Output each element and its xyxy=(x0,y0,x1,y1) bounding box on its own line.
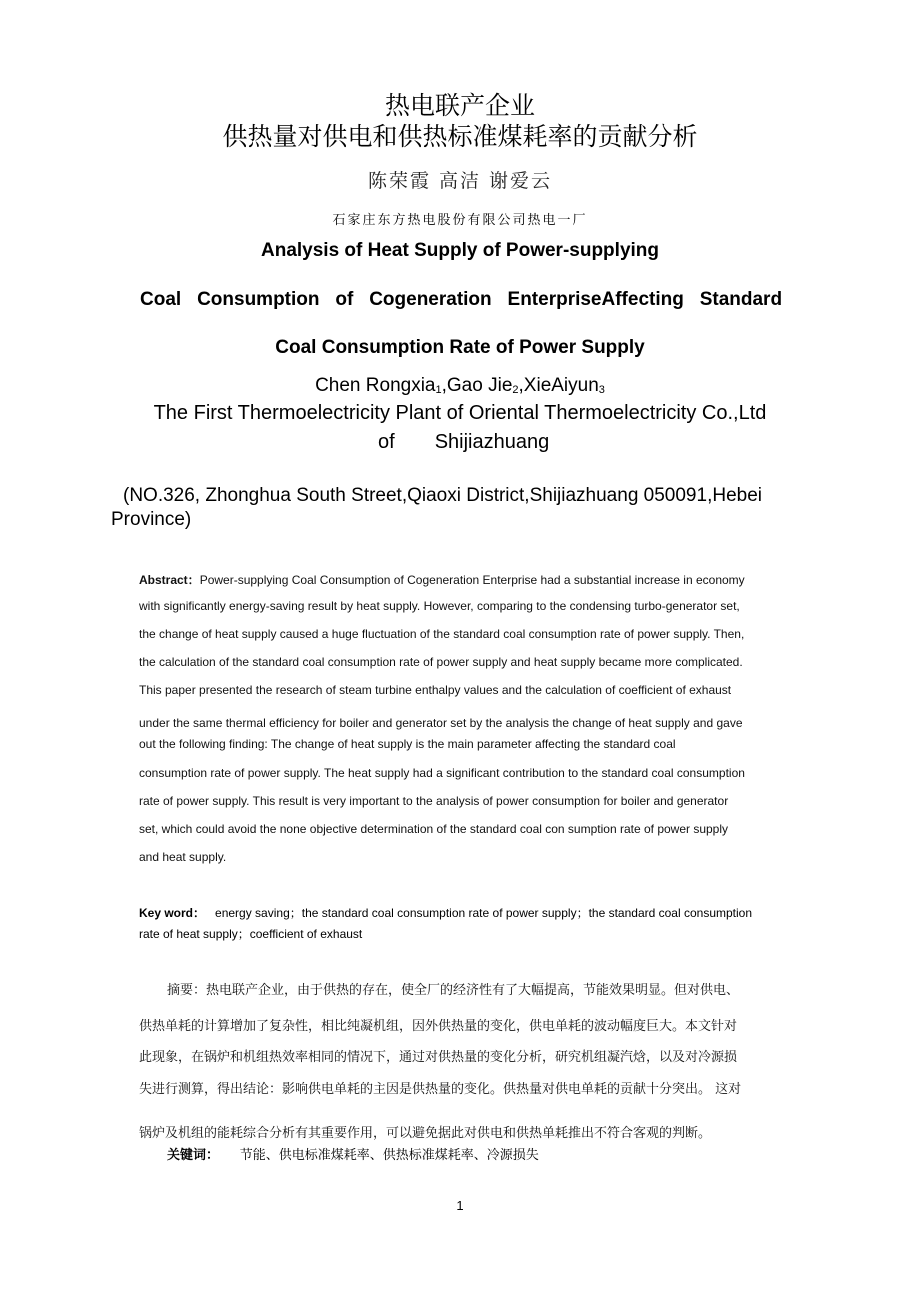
org-en-of: of xyxy=(378,431,395,453)
title-en-line2 xyxy=(140,289,782,311)
abstract-cn-line: 供热单耗的计算增加了复杂性，相比纯凝机组，因外供热量的变化，供电单耗的波动幅度巨大。本文针对 xyxy=(139,1019,738,1034)
author-1: Chen Rongxia xyxy=(315,375,436,396)
author-2: ,Gao Jie xyxy=(441,375,513,396)
abstract-cn-line: 锅炉及机组的能耗综合分析有其重要作用，可以避免据此对供电和供热单耗推出不符合客观的判断。 xyxy=(139,1126,712,1141)
abstract-en-line: rate of power supply. This result is very important to the analysis of power consumption for boiler and generator xyxy=(139,794,729,808)
author-3-affil: 3 xyxy=(598,384,605,396)
abstract-cn-line: 失进行测算，得出结论：影响供电单耗的主因是供热量的变化。供热量对供电单耗的贡献十分突出。 这对 xyxy=(139,1082,742,1097)
abstract-cn-line: 摘要：热电联产企业，由于供热的存在，使全厂的经济性有了大幅提高，节能效果明显。但对供电、 xyxy=(167,983,740,998)
address-line1: (NO.326, Zhonghua South Street,Qiaoxi District,Shijiazhuang 050091,Hebei xyxy=(123,485,762,506)
author-3: ,XieAiyun xyxy=(518,375,599,396)
abstract-en-line: This paper presented the research of steam turbine enthalpy values and the calculation of coefficient of exhaust xyxy=(139,683,732,697)
organization-en-line2 xyxy=(378,431,549,454)
abstract-cn-line: 此现象，在锅炉和机组热效率相同的情况下，通过对供热量的变化分析，研究机组凝汽焓，以及对冷源损 xyxy=(139,1050,738,1065)
title-en-word: of xyxy=(335,289,354,310)
page-number: 1 xyxy=(456,1198,464,1213)
abstract-en-line: under the same thermal efficiency for boiler and generator set by the analysis the change of heat supply and gave xyxy=(139,716,743,730)
title-en-word: EnterpriseAffecting xyxy=(507,289,684,310)
abstract-en-line: and heat supply. xyxy=(139,850,227,864)
keywords-cn xyxy=(167,1144,539,1163)
abstract-en-line: Abstract：Power-supplying Coal Consumption of Cogeneration Enterprise had a substantial increase in economy xyxy=(139,573,745,587)
title-cn-line1: 热电联产企业 xyxy=(384,91,535,120)
abstract-en-line: set, which could avoid the none objective determination of the standard coal con sumption rate of power supply xyxy=(139,822,729,836)
keywords-en-line2: rate of heat supply；coefficient of exhaust xyxy=(139,927,363,941)
organization-en-line1: The First Thermoelectricity Plant of Oriental Thermoelectricity Co.,Ltd xyxy=(153,402,767,424)
title-en-word: Consumption xyxy=(197,289,320,310)
keywords-cn-text: 节能、供电标准煤耗率、供热标准煤耗率、冷源损失 xyxy=(239,1148,539,1163)
author-1-affil: 1 xyxy=(435,384,442,396)
address-line2: Province) xyxy=(111,509,192,530)
keywords-cn-label: 关键词： xyxy=(167,1148,220,1163)
abstract-en-line: the calculation of the standard coal consumption rate of power supply and heat supply became more complicated. xyxy=(139,655,743,669)
organization-cn: 石家庄东方热电股份有限公司热电一厂 xyxy=(332,213,588,228)
abstract-en-line: consumption rate of power supply. The heat supply had a significant contribution to the standard coal consumption xyxy=(139,766,745,780)
author-2-affil: 2 xyxy=(512,384,519,396)
keywords-en-line1: Key word： energy saving；the standard coal consumption rate of power supply；the standard coal consumption xyxy=(139,906,753,920)
title-cn-line2: 供热量对供电和供热标准煤耗率的贡献分析 xyxy=(222,122,698,151)
authors-en xyxy=(0,375,920,397)
abstract-en-line: the change of heat supply caused a huge fluctuation of the standard coal consumption rate of power supply. Then, xyxy=(139,627,745,641)
authors-cn: 陈荣霞 高洁 谢爱云 xyxy=(367,170,553,192)
org-en-city: Shijiazhuang xyxy=(434,431,550,453)
title-en-word: Cogeneration xyxy=(369,289,492,310)
abstract-en-line: with significantly energy-saving result by heat supply. However, comparing to the condensing turbo-generator set, xyxy=(139,599,740,613)
abstract-en-line: out the following finding: The change of heat supply is the main parameter affecting the standard coal xyxy=(139,737,676,751)
abstract-en-label: Abstract： xyxy=(139,573,200,587)
title-en-word: Standard xyxy=(699,289,783,310)
title-en-line1: Analysis of Heat Supply of Power-supplying xyxy=(261,240,659,261)
keywords-en-label: Key word： xyxy=(139,906,206,920)
title-en-line3: Coal Consumption Rate of Power Supply xyxy=(275,337,645,358)
title-en-word: Coal xyxy=(140,289,182,310)
